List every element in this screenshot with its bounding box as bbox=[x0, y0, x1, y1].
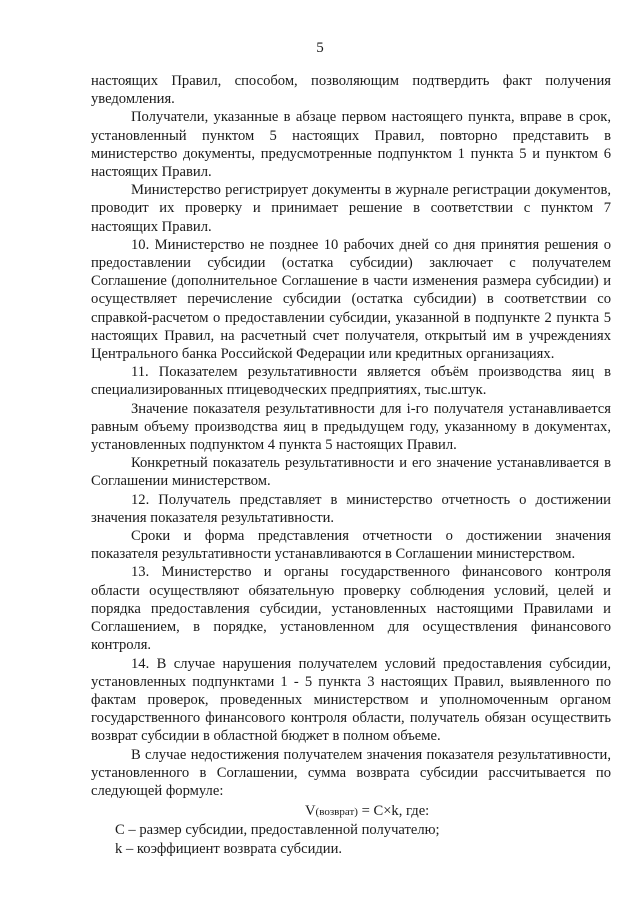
paragraph: Сроки и форма представления отчетности о достижении значения показателя результативности устанавливаются в Соглашении министерством. bbox=[91, 528, 611, 563]
paragraph: Значение показателя результативности для i-го получателя устанавливается равным объему производства яиц в предыдущем году, указанному в документах, установленных подпунктом 4 пункта 5 настоящих Правил. bbox=[91, 400, 611, 454]
definition-item: k – коэффициент возврата субсидии. bbox=[115, 840, 343, 857]
paragraph: 13. Министерство и органы государственного финансового контроля области осуществляют обязательную проверку соблюдения условий, целей и порядка предоставления субсидии, установленных настоящими Правилами и Соглашением, в порядке, установленном для осуществления финансового контроля. bbox=[91, 564, 611, 654]
paragraph: Министерство регистрирует документы в журнале регистрации документов, проводит их проверку и принимает решение в соответствии с пунктом 7 настоящих Правил. bbox=[91, 182, 611, 235]
formula-rhs: = C×k, где: bbox=[357, 803, 430, 820]
definition-item: C – размер субсидии, предоставленной получателю; bbox=[115, 822, 440, 839]
formula-lhs: V bbox=[305, 803, 316, 820]
formula bbox=[91, 802, 611, 821]
paragraph: 11. Показателем результативности является объём производства яиц в специализированных птицеводческих предприятиях, тыс.штук. bbox=[91, 364, 611, 399]
document-body bbox=[91, 72, 611, 858]
paragraph: Получатели, указанные в абзаце первом настоящего пункта, вправе в срок, установленный пунктом 5 настоящих Правил, повторно представить в министерство документы, предусмотренные подпунктом 1 пункта 5 и пунктом 6 настоящих Правил. bbox=[91, 109, 611, 181]
paragraph: В случае недостижения получателем значения показателя результативности, установленного в Соглашении, сумма возврата субсидии рассчитывается по следующей формуле: bbox=[91, 746, 611, 799]
formula-lhs-subscript: (возврат) bbox=[315, 806, 358, 819]
paragraph: 12. Получатель представляет в министерство отчетность о достижении значения показателя результативности. bbox=[91, 491, 611, 526]
paragraph: настоящих Правил, способом, позволяющим подтвердить факт получения уведомления. bbox=[91, 73, 611, 108]
paragraph: 14. В случае нарушения получателем условий предоставления субсидии, установленных подпунктами 1 - 5 пункта 3 настоящих Правил, выявленного по фактам проверок, проведенных министерством и уполномоченным органом государственного финансового контроля области, получатель обязан осуществить возврат субсидии в областной бюджет в полном объеме. bbox=[91, 655, 611, 745]
page-number: 5 bbox=[316, 40, 324, 56]
paragraph: 10. Министерство не позднее 10 рабочих дней со дня принятия решения о предоставлении субсидии (остатка субсидии) заключает с получателем Соглашение (дополнительное Соглашение в части изменения размера субсидии) и осуществляет перечисление субсидии (остатка субсидии) в соответствии со справкой-расчетом о предоставлении субсидии, указанной в подпункте 2 пункта 5 настоящих Правил, на расчетный счет получателя, открытый им в учреждениях Центрального банка Российской Федерации или кредитных организациях. bbox=[91, 236, 611, 363]
paragraph: Конкретный показатель результативности и его значение устанавливается в Соглашении министерством. bbox=[91, 455, 611, 490]
